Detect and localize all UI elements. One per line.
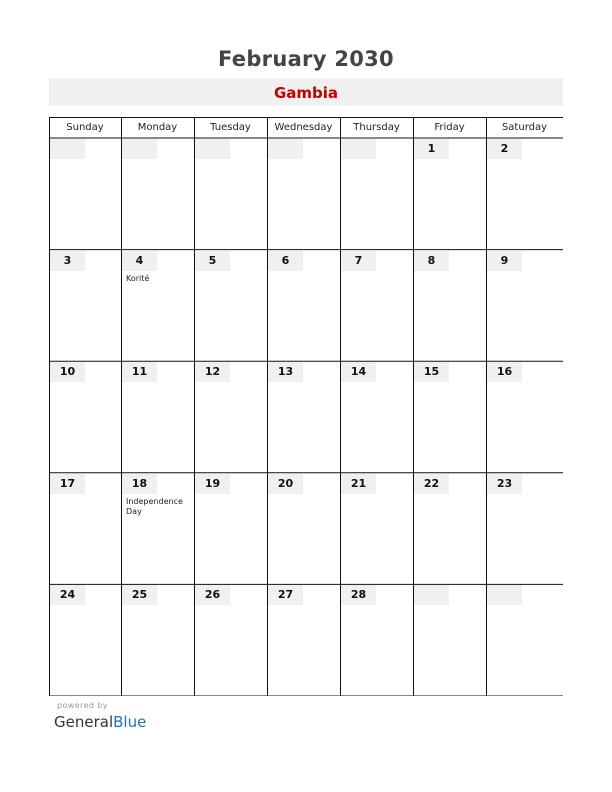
calendar-grid xyxy=(49,117,563,696)
day-number: 28 xyxy=(341,585,376,605)
day-number: 8 xyxy=(414,251,449,271)
day-number: 18 xyxy=(122,474,157,494)
day-cell xyxy=(486,250,563,362)
day-cell xyxy=(413,584,486,696)
weekday-header-wednesday: Wednesday xyxy=(274,122,333,133)
day-number: 23 xyxy=(487,474,522,494)
day-cell xyxy=(486,584,563,696)
day-number: 12 xyxy=(195,362,230,382)
day-number: 27 xyxy=(268,585,303,605)
generalblue-logo xyxy=(54,713,146,731)
day-number: 14 xyxy=(341,362,376,382)
empty-day-box xyxy=(50,139,85,159)
day-cell xyxy=(340,138,413,250)
weekday-header-friday: Friday xyxy=(434,122,465,133)
day-number: 22 xyxy=(414,474,449,494)
day-cell xyxy=(121,584,194,696)
day-number: 11 xyxy=(122,362,157,382)
day-number: 24 xyxy=(50,585,85,605)
day-number: 26 xyxy=(195,585,230,605)
day-cell xyxy=(340,361,413,473)
day-number: 13 xyxy=(268,362,303,382)
day-number: 6 xyxy=(268,251,303,271)
day-number: 5 xyxy=(195,251,230,271)
day-number: 1 xyxy=(414,139,449,159)
weekday-header-sunday: Sunday xyxy=(66,122,104,133)
holiday-label: Korité xyxy=(126,273,150,283)
day-number: 3 xyxy=(50,251,85,271)
logo-text-blue: Blue xyxy=(113,713,147,731)
empty-day-box xyxy=(122,139,157,159)
empty-day-box xyxy=(195,139,230,159)
weekday-header-row xyxy=(49,117,563,138)
day-number: 20 xyxy=(268,474,303,494)
day-cell xyxy=(49,361,121,473)
day-cell xyxy=(49,138,121,250)
weekday-header-tuesday: Tuesday xyxy=(210,122,251,133)
day-cell xyxy=(413,473,486,585)
country-name: Gambia xyxy=(273,84,339,102)
day-cell xyxy=(194,138,267,250)
weekday-header-thursday: Thursday xyxy=(353,122,400,133)
day-cell xyxy=(49,250,121,362)
day-number: 21 xyxy=(341,474,376,494)
day-number: 15 xyxy=(414,362,449,382)
empty-day-box xyxy=(414,585,449,605)
day-cell xyxy=(121,473,194,585)
day-cell xyxy=(413,250,486,362)
day-cell xyxy=(121,138,194,250)
powered-by-label: powered by xyxy=(57,701,108,710)
day-cell xyxy=(267,473,340,585)
logo-text-general: General xyxy=(54,713,114,731)
day-number: 9 xyxy=(487,251,522,271)
day-cell xyxy=(267,361,340,473)
day-number: 2 xyxy=(487,139,522,159)
weekday-header-saturday: Saturday xyxy=(501,122,548,133)
day-number: 19 xyxy=(195,474,230,494)
day-cell xyxy=(267,250,340,362)
day-cell xyxy=(49,584,121,696)
day-cell xyxy=(121,361,194,473)
country-bar xyxy=(49,78,563,106)
day-number: 25 xyxy=(122,585,157,605)
day-number: 10 xyxy=(50,362,85,382)
day-cell xyxy=(340,250,413,362)
day-number: 17 xyxy=(50,474,85,494)
day-cell xyxy=(340,584,413,696)
day-cell xyxy=(49,473,121,585)
day-cell xyxy=(194,250,267,362)
weekday-header-monday: Monday xyxy=(137,122,178,133)
day-cell xyxy=(340,473,413,585)
day-cell xyxy=(486,138,563,250)
day-cell xyxy=(194,361,267,473)
day-number: 7 xyxy=(341,251,376,271)
holiday-label: Independence Day xyxy=(126,496,183,516)
day-cell xyxy=(267,584,340,696)
day-cell xyxy=(486,361,563,473)
day-cell xyxy=(267,138,340,250)
day-number: 16 xyxy=(487,362,522,382)
day-cell xyxy=(413,361,486,473)
day-cell xyxy=(194,473,267,585)
empty-day-box xyxy=(268,139,303,159)
empty-day-box xyxy=(487,585,522,605)
day-cell xyxy=(194,584,267,696)
calendar-title: February 2030 xyxy=(218,47,394,71)
day-cell xyxy=(121,250,194,362)
day-cell xyxy=(486,473,563,585)
empty-day-box xyxy=(341,139,376,159)
day-cell xyxy=(413,138,486,250)
day-number: 4 xyxy=(122,251,157,271)
